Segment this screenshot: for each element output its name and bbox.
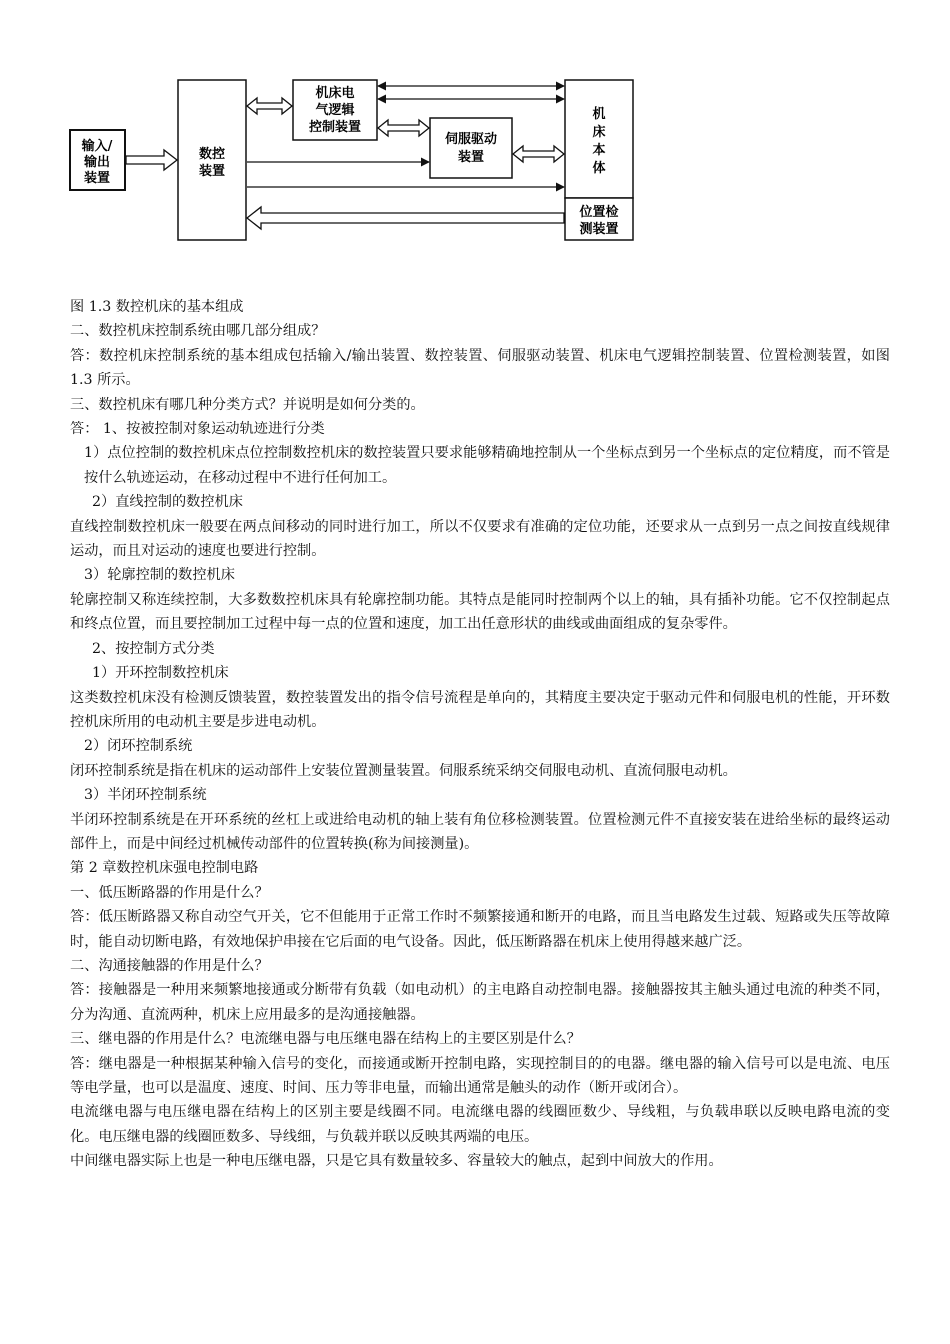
text-line: 一、低压断路器的作用是什么？ — [70, 884, 269, 901]
nc-line-1: 数控 — [198, 147, 226, 162]
text-line: 答：接触器是一种用来频繁地接通或分断带有负载（如电动机）的主电路自动控制电器。接触器按其主触头通过电流的种类不同，分为沟通、直流两种，机床上应用最多的是沟通接触器。 — [70, 982, 890, 1023]
arrow-servo-machine — [513, 146, 564, 162]
text-line: 直线控制数控机床一般要在两点间移动的同时进行加工，所以不仅要求有准确的定位功能，还要求从一点到另一点之间按直线规律运动，而且对运动的速度也要进行控制。 — [70, 518, 890, 560]
detect-line-2: 测装置 — [579, 222, 619, 237]
text-line: 半闭环控制系统是在开环系统的丝杠上或进给电动机的轴上装有角位移检测装置。位置检测元件不直接安装在进给坐标的最终运动部件上，而是中间经过机械传动部件的位置转换(称为间接测量)。 — [70, 811, 890, 852]
text-line: 闭环控制系统是指在机床的运动部件上安装位置测量装置。伺服系统采纳交伺服电动机、直流伺服电动机。 — [70, 762, 737, 779]
nc-line-2: 装置 — [198, 164, 226, 179]
text-line: 二、数控机床控制系统由哪几部分组成？ — [70, 323, 326, 340]
text-line: 2）直线控制的数控机床 — [92, 494, 243, 511]
text-line: 3）轮廓控制的数控机床 — [84, 567, 235, 584]
arrow-io-nc — [126, 150, 177, 170]
logic-control-box — [293, 80, 377, 140]
logic-line-1: 机床电 — [315, 86, 355, 101]
nc-device-box — [178, 80, 246, 240]
text-line: 1）点位控制的数控机床点位控制数控机床的数控装置只要求能够精确地控制从一个坐标点到另一个坐标点的定位精度，而不管是按什么轨迹运动，在移动过程中不进行任何加工。 — [84, 445, 890, 486]
document-body — [70, 295, 890, 1174]
io-line-1: 输入/ — [81, 139, 113, 154]
detect-line-1: 位置检 — [579, 205, 619, 220]
text-line: 2、按控制方式分类 — [92, 640, 215, 657]
text-line: 答：继电器是一种根据某种输入信号的变化，而接通或断开控制电路，实现控制目的的电器。继电器的输入信号可以是电流、电压等电学量，也可以是温度、速度、时间、压力等非电量，而输出通常是触头的动作（断开或闭合）。 — [70, 1055, 890, 1096]
arrow-nc-logic — [247, 98, 292, 114]
text-line: 三、数控机床有哪几种分类方式？并说明是如何分类的。 — [70, 396, 425, 413]
text-line: 二、沟通接触器的作用是什么？ — [70, 957, 269, 974]
machine-line-2: 床 — [592, 125, 606, 140]
text-line: 第 2 章数控机床强电控制电路 — [70, 860, 259, 877]
text-line: 轮廓控制又称连续控制，大多数数控机床具有轮廓控制功能。其特点是能同时控制两个以上的轴，具有插补功能。它不仅控制起点和终点位置，而且要控制加工过程中每一点的位置和速度，加工出任意形状的曲线或曲面组成的复杂零件。 — [70, 591, 890, 633]
io-line-3: 装置 — [83, 171, 111, 186]
io-line-2: 输出 — [83, 155, 111, 170]
servo-line-2: 装置 — [457, 150, 485, 165]
text-line: 答： 1、按被控制对象运动轨迹进行分类 — [70, 421, 325, 438]
machine-line-1: 机 — [592, 107, 606, 122]
io-device-box — [70, 130, 125, 190]
position-detect-box — [565, 198, 633, 240]
text-line: 这类数控机床没有检测反馈装置，数控装置发出的指令信号流程是单向的，其精度主要决定于驱动元件和伺服电机的性能，开环数控机床所用的电动机主要是步进电动机。 — [70, 689, 890, 730]
machine-line-4: 体 — [592, 161, 606, 176]
text-line: 电流继电器与电压继电器在结构上的区别主要是线圈不同。电流继电器的线圈匝数少、导线粗，与负载串联以反映电路电流的变化。电压继电器的线圈匝数多、导线细，与负载并联以反映其两端的电压。 — [70, 1104, 890, 1145]
arrow-logic-servo — [378, 120, 429, 136]
text-line: 答：低压断路器又称自动空气开关，它不但能用于正常工作时不频繁接通和断开的电路，而且当电路发生过载、短路或失压等故障时，能自动切断电路，有效地保护串接在它后面的电气设备。因此，低压断路器在机床上使用得越来越广泛。 — [70, 909, 890, 950]
machine-body-box — [565, 80, 633, 198]
text-line: 1）开环控制数控机床 — [92, 665, 229, 682]
logic-line-3: 控制装置 — [308, 120, 362, 135]
cnc-block-diagram — [60, 70, 650, 250]
text-line: 答：数控机床控制系统的基本组成包括输入/输出装置、数控装置、伺服驱动装置、机床电气逻辑控制装置、位置检测装置，如图 1.3 所示。 — [70, 347, 890, 389]
servo-drive-box — [430, 118, 512, 178]
figure-caption: 图 1.3 数控机床的基本组成 — [70, 299, 244, 315]
text-line: 3）半闭环控制系统 — [84, 787, 207, 804]
servo-line-1: 伺服驱动 — [444, 132, 498, 147]
machine-line-3: 本 — [592, 143, 606, 158]
logic-line-2: 气逻辑 — [315, 103, 355, 118]
arrow-detect-nc — [247, 207, 564, 229]
text-line: 中间继电器实际上也是一种电压继电器，只是它具有数量较多、容量较大的触点，起到中间放大的作用。 — [70, 1153, 723, 1170]
text-line: 三、继电器的作用是什么？电流继电器与电压继电器在结构上的主要区别是什么？ — [70, 1031, 581, 1048]
text-line: 2）闭环控制系统 — [84, 738, 193, 755]
